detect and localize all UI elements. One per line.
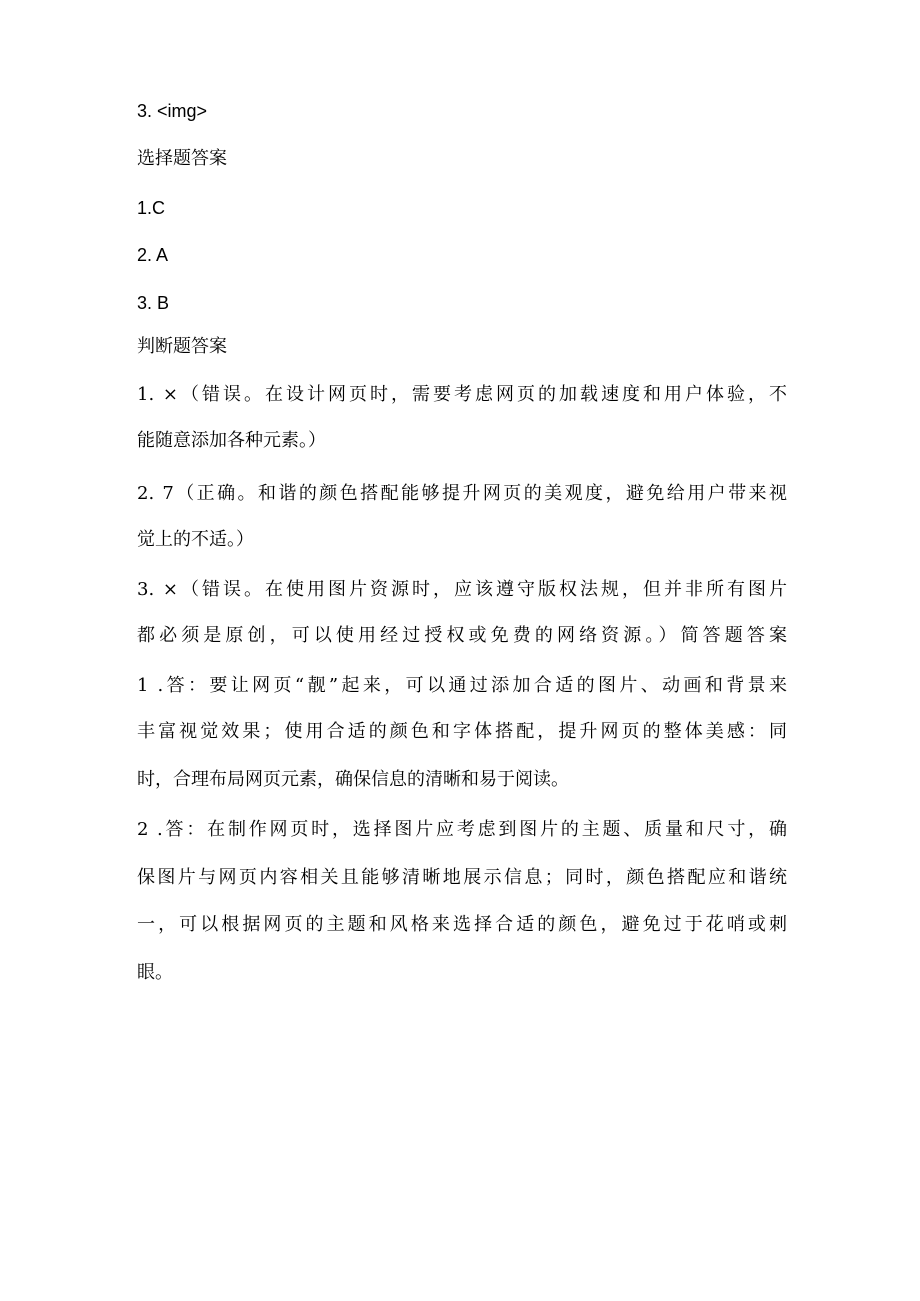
short-answer-line-3: 时，合理布局网页元素，确保信息的清晰和易于阅读。 <box>137 769 569 790</box>
short-answer-line-6: 一，可以根据网页的主题和风格来选择合适的颜色，避免过于花哨或刺 <box>137 914 787 935</box>
choice-heading: 选择题答案 <box>137 148 227 169</box>
judge-line-4: 觉上的不适。） <box>137 529 254 550</box>
judge-line-1: 1. ×（错误。在设计网页时，需要考虑网页的加载速度和用户体验，不 <box>137 384 787 405</box>
judge-line-3: 2. 7（正确。和谐的颜色搭配能够提升网页的美观度，避免给用户带来视 <box>137 483 787 504</box>
judge-line-5: 3. ×（错误。在使用图片资源时，应该遵守版权法规，但并非所有图片 <box>137 579 787 600</box>
fill-answer-3: 3. <img> <box>137 101 208 121</box>
short-answer-line-5: 保图片与网页内容相关且能够清晰地展示信息；同时，颜色搭配应和谐统 <box>137 867 787 888</box>
judge-heading: 判断题答案 <box>137 336 227 357</box>
choice-answer-1: 1.C <box>137 198 166 218</box>
short-answer-line-4: 2 .答：在制作网页时，选择图片应考虑到图片的主题、质量和尺寸，确 <box>137 819 787 840</box>
short-answer-line-7: 眼。 <box>137 962 173 983</box>
choice-answer-2: 2. A <box>137 245 169 265</box>
judge-line-6: 都必须是原创，可以使用经过授权或免费的网络资源。）简答题答案 <box>137 625 787 646</box>
short-answer-line-2: 丰富视觉效果；使用合适的颜色和字体搭配，提升网页的整体美感：同 <box>137 721 787 742</box>
choice-answer-3: 3. B <box>137 293 170 313</box>
short-answer-line-1: 1 .答：要让网页“靓”起来，可以通过添加合适的图片、动画和背景来 <box>137 675 787 696</box>
judge-line-2: 能随意添加各种元素。） <box>137 430 326 451</box>
